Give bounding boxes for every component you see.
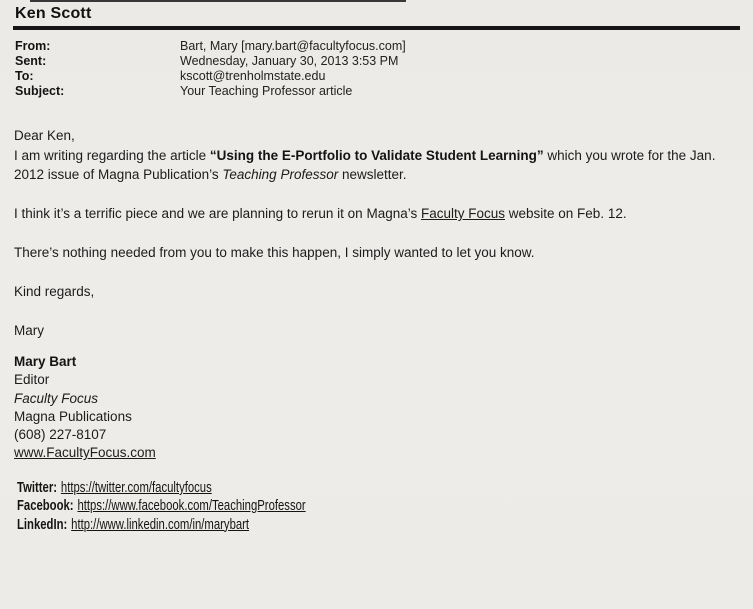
facebook-label: Facebook: xyxy=(17,498,74,515)
para1-seg3: which you wrote for the Jan. 2012 issue of Magna Publication’s xyxy=(14,147,716,182)
from-value: Bart, Mary [mary.bart@facultyfocus.com] xyxy=(180,39,406,53)
linkedin-url-link: http://www.linkedin.com/in/marybart xyxy=(71,516,250,533)
header-row-from xyxy=(15,39,406,54)
social-links-block xyxy=(17,479,387,534)
from-label: From: xyxy=(15,39,51,53)
signature-title: Editor xyxy=(14,372,50,388)
subject-label: Subject: xyxy=(15,84,65,98)
email-body xyxy=(14,126,748,341)
teaching-professor-italic: Teaching Professor xyxy=(222,167,339,182)
signoff-name: Mary xyxy=(14,323,44,338)
faculty-focus-underlined: Faculty Focus xyxy=(420,206,506,221)
paragraph-article xyxy=(14,146,748,185)
sent-value: Wednesday, January 30, 2013 3:53 PM xyxy=(180,54,399,68)
to-label: To: xyxy=(15,69,34,83)
to-value: kscott@trenholmstate.edu xyxy=(180,69,326,83)
header-row-subject xyxy=(15,84,406,99)
closing-line: Kind regards, xyxy=(14,284,95,299)
facebook-url-link: https://www.facebook.com/TeachingProfessor xyxy=(77,498,306,515)
para1-seg1: I am writing regarding the article xyxy=(14,147,210,163)
para2-seg3: website on Feb. 12. xyxy=(505,206,627,221)
social-row-twitter xyxy=(17,479,387,497)
linkedin-label: LinkedIn: xyxy=(17,516,68,533)
header-row-to xyxy=(15,69,406,84)
header-row-sent xyxy=(15,54,406,69)
scan-edge-artifact xyxy=(30,0,406,2)
signature-block xyxy=(14,353,156,463)
email-header-block xyxy=(15,39,406,99)
header-divider-rule xyxy=(13,26,740,30)
social-row-facebook xyxy=(17,497,387,515)
signature-website-link: www.FacultyFocus.com xyxy=(14,445,156,461)
para1-seg5: newsletter. xyxy=(338,167,407,182)
mailbox-owner-name: Ken Scott xyxy=(15,5,92,22)
twitter-url-link: https://twitter.com/facultyfocus xyxy=(60,480,212,496)
paragraph-rerun xyxy=(14,204,748,224)
signature-company: Magna Publications xyxy=(14,408,132,424)
signature-publication: Faculty Focus xyxy=(14,390,99,406)
paragraph-nothing-needed: There’s nothing needed from you to make this happen, I simply wanted to let you know. xyxy=(14,245,535,260)
article-title-bold: “Using the E-Portfolio to Validate Student Learning” xyxy=(209,147,544,163)
subject-value: Your Teaching Professor article xyxy=(180,84,353,98)
greeting-line: Dear Ken, xyxy=(14,128,75,143)
social-row-linkedin xyxy=(17,516,387,534)
sent-label: Sent: xyxy=(15,54,47,68)
para2-seg1: I think it’s a terrific piece and we are planning to rerun it on Magna’s xyxy=(14,206,421,221)
signature-phone: (608) 227-8107 xyxy=(14,427,107,443)
twitter-label: Twitter: xyxy=(17,480,57,496)
signature-name: Mary Bart xyxy=(14,354,77,369)
